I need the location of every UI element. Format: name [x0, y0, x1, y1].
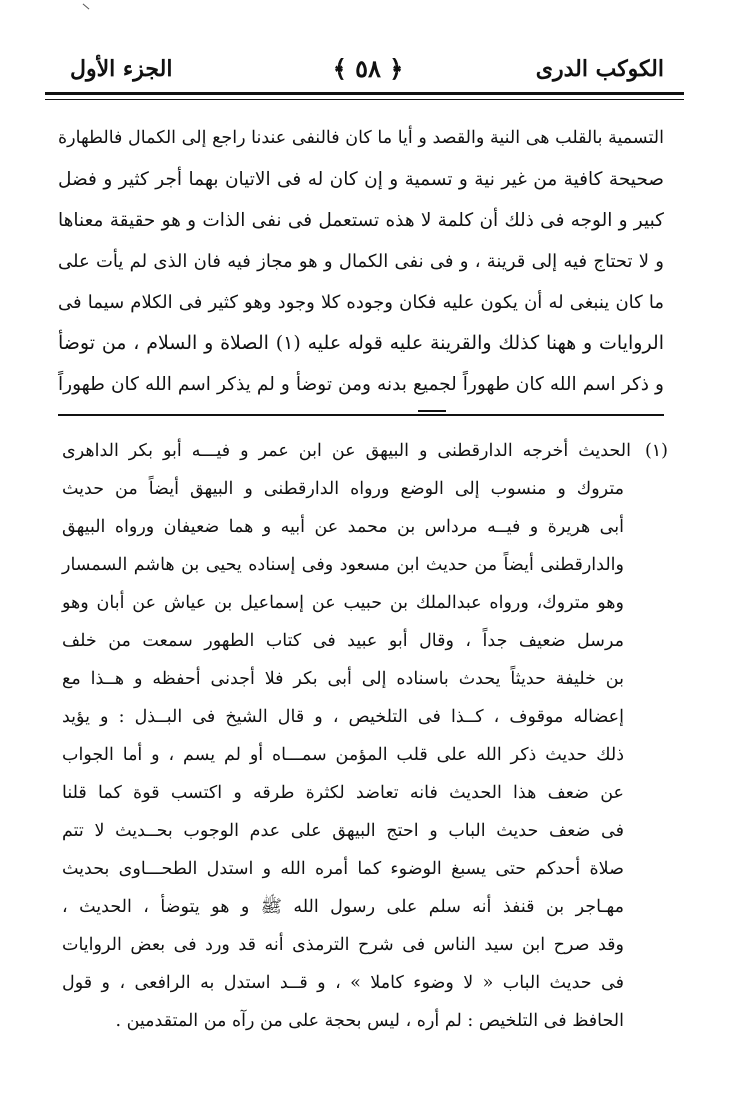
page-header [60, 56, 676, 92]
footnote-line: ذلك حديث ذكر الله على قلب المؤمن سمـــاه أو لم يسم ، و أما الجواب [62, 745, 624, 765]
main-text-block [58, 118, 664, 405]
footnote-line: مهـاجر بن قنفذ أنه سلم على رسول الله ﷺ و هو يتوضأ ، الحديث ، [62, 897, 624, 917]
page-number: ﴿ ٥٨ ﴾ [332, 54, 404, 83]
scan-mark [83, 4, 90, 10]
main-text-line: التسمية بالقلب هى النية والقصد و أيا ما كان فالنفى عندنا راجع إلى الكمال فالطهارة [58, 128, 664, 148]
footnote-line: أبى هريرة و فيــه مرداس بن محمد عن أبيه و هما ضعيفان ورواه البيهق [62, 517, 624, 537]
main-text-line: و ذكر اسم الله كان طهوراً لجميع بدنه ومن توضأ و لم يذكر اسم الله كان طهوراً [58, 374, 664, 395]
volume-label: الجزء الأول [70, 56, 173, 82]
main-text-line: صحيحة كافية من غير نية و تسمية و إن كان له فى الاتيان بهما أجر كثير و فضل [58, 169, 664, 190]
footnote-line: فى حديث الباب « لا وضوء كاملا » ، و قــد استدل به الرافعى ، و قول [62, 973, 624, 993]
footnote-line: متروك و منسوب إلى الوضع ورواه الدارقطنى و البيهق أيضاً من حديث [62, 479, 624, 499]
footnote-line: مرسل ضعيف جداً ، وقال أبو عبيد فى كتاب الطهور سمعت من خلف [62, 631, 624, 651]
footnote-line [62, 432, 668, 470]
footnote-line: بن خليفة حديثاً يحدث باسناده إلى أبى بكر فلا أجدنى أحفظه و هــذا مع [62, 669, 624, 689]
main-text-line: و لا تحتاج فيه إلى قرينة ، و فى نفى الكمال و هو مجاز فيه فان الذى لم يأت على [58, 251, 664, 272]
header-rule-thin [45, 99, 684, 100]
book-title: الكوكب الدرى [535, 56, 664, 82]
footnote-block [62, 432, 668, 1040]
main-text-line: كبير و الوجه فى ذلك أن كلمة لا هذه تستعمل فى نفى الذات و هو حقيقة معناها [58, 210, 664, 231]
footnote-line-text: الحديث أخرجه الدارقطنى و البيهق عن ابن عمر و فيـــه أبو بكر الداهرى [62, 441, 631, 461]
main-text-line: ما كان ينبغى له أن يكون عليه فكان وجوده كلا وجود وهو كثير فى الكلام سيما فى [58, 292, 664, 313]
footnote-line: والدارقطنى أيضاً من حديث ابن مسعود وفى إسناده يحيى بن هاشم السمسار [62, 555, 624, 575]
footnote-separator [58, 414, 664, 416]
footnote-line: عن ضعف هذا الحديث فانه تعاضد لكثرة طرقه و اكتسب قوة كما قلنا [62, 783, 624, 803]
main-text-line: الروايات و ههنا كذلك والقرينة عليه قوله عليه (١) الصلاة و السلام ، من توضأ [58, 332, 665, 354]
footnote-line: فى ضعف حديث الباب و احتج البيهق على عدم الوجوب بحــديث لا تتم [62, 821, 624, 841]
footnote-rule-notch [418, 410, 446, 412]
footnote-marker: (١) [644, 441, 668, 461]
footnote-line: وهو متروك، ورواه عبدالملك بن حبيب عن إسماعيل بن عياش عن أبان وهو [62, 593, 624, 613]
footnote-line: إعضاله موقوف ، كــذا فى التلخيص ، و قال الشيخ فى البــذل : و يؤيد [62, 707, 624, 727]
footnote-line: صلاة أحدكم حتى يسبغ الوضوء كما أمره الله و استدل الطحـــاوى بحديث [62, 859, 624, 879]
footnote-line: وقد صرح ابن سيد الناس فى شرح الترمذى أنه قد ورد فى بعض الروايات [62, 935, 624, 955]
header-rule-thick [45, 92, 684, 95]
footnote-line: الحافظ فى التلخيص : لم أره ، ليس بحجة على من رآه من المتقدمين . [115, 1011, 624, 1031]
